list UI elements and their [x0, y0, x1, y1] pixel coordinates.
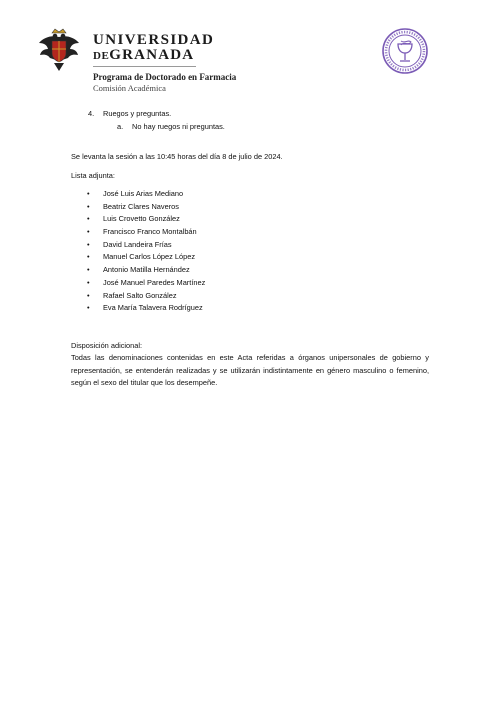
attendee-name: David Landeira Frías	[103, 239, 172, 249]
bullet-icon: •	[87, 303, 90, 313]
university-name-line2	[93, 47, 194, 64]
bullet-icon: •	[87, 252, 90, 262]
attendee-name: Rafael Salto González	[103, 290, 177, 300]
bullet-icon: •	[87, 214, 90, 224]
agenda-subitem-letter: a.	[117, 122, 124, 131]
agenda-item-title: Ruegos y preguntas.	[103, 109, 172, 118]
bullet-icon: •	[87, 265, 90, 275]
closing-statement: Se levanta la sesión a las 10:45 horas del día 8 de julio de 2024.	[71, 152, 283, 161]
program-title: Programa de Doctorado en Farmacia	[93, 72, 237, 82]
attendee-name: Eva María Talavera Rodríguez	[103, 303, 203, 313]
attendee-name: José Manuel Paredes Martínez	[103, 277, 206, 287]
agenda-subitem-text: No hay ruegos ni preguntas.	[132, 122, 225, 131]
bullet-icon: •	[87, 201, 90, 211]
bullet-icon: •	[87, 277, 90, 287]
attendee-name: Francisco Franco Montalbán	[103, 227, 197, 237]
attendee-name: Antonio Matilla Hernández	[103, 265, 190, 275]
attendee-name: Luis Crovetto González	[103, 214, 180, 224]
attendee-name: Manuel Carlos López López	[103, 252, 196, 262]
university-name-de: DE	[93, 50, 110, 62]
commission-title: Comisión Académica	[93, 83, 166, 93]
university-crest-icon	[36, 27, 82, 73]
attendee-name: José Luis Arias Mediano	[103, 189, 184, 198]
attendee-name: Beatriz Clares Naveros	[103, 201, 179, 211]
university-name-granada: GRANADA	[109, 47, 195, 63]
bullet-icon: •	[87, 189, 90, 198]
bullet-icon: •	[87, 227, 90, 237]
university-name-line1: UNIVERSIDAD	[93, 32, 215, 48]
bullet-icon: •	[87, 239, 90, 249]
disposition-text: Todas las denominaciones contenidas en este Acta referidas a órganos unipersonales de gobierno y representación, se entenderán realizadas y se utilizarán indistintamente en género masculino o femenino, según el sexo del titular que los desempeñe.	[71, 353, 429, 388]
header-divider	[93, 66, 196, 67]
faculty-seal-icon	[381, 27, 429, 75]
attachment-label: Lista adjunta:	[71, 171, 115, 180]
agenda-item-number: 4.	[88, 109, 95, 118]
disposition-title: Disposición adicional:	[71, 341, 143, 350]
bullet-icon: •	[87, 290, 90, 300]
